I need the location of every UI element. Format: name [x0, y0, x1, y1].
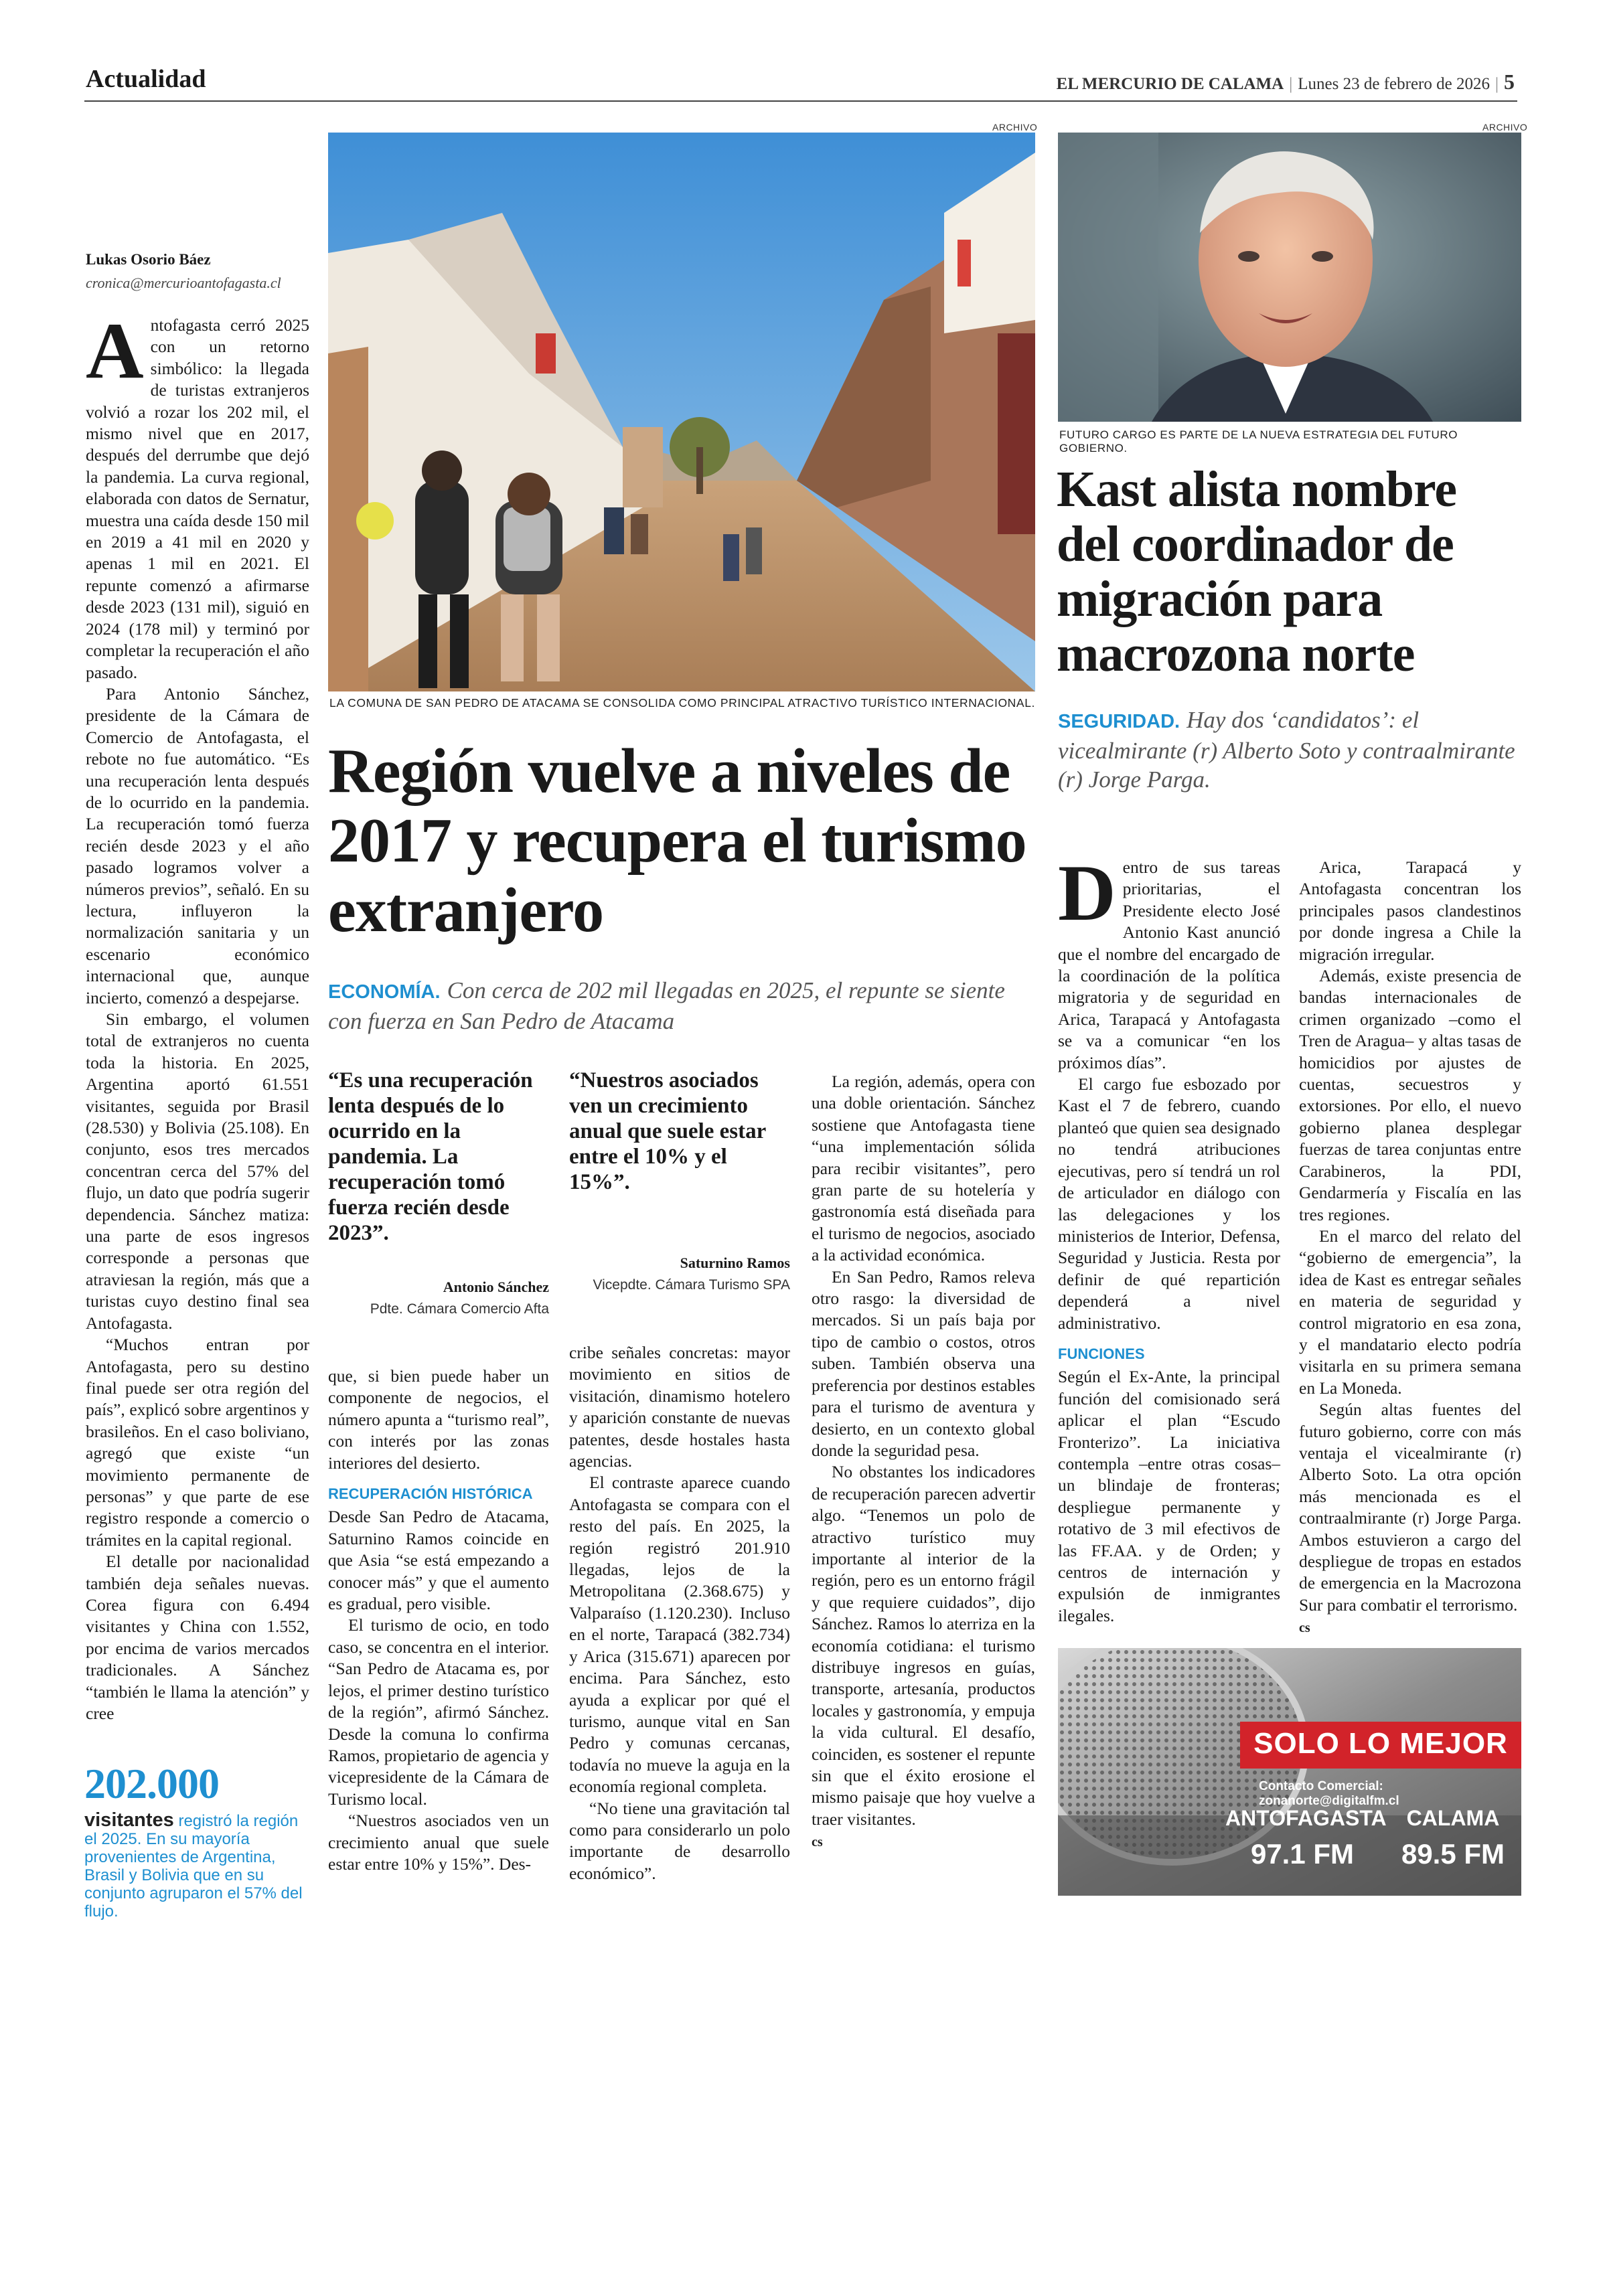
paragraph: La región, además, opera con una doble orientación. Sánchez sostiene que Antofagasta tiene “una implementación sólida para recibir visitantes”, pero gran parte de su hotelería y gastronomía está diseñada para el turismo de negocios, asociado a la actividad económica. [812, 1072, 1035, 1265]
deck-tag: SEGURIDAD. [1058, 711, 1180, 732]
subhead-recuperacion: RECUPERACIÓN HISTÓRICA [328, 1485, 533, 1503]
quote-2-name: Saturnino Ramos [680, 1254, 790, 1271]
paragraph: “Nuestros asociados ven un crecimiento anual que suele estar entre 10% y 15%”. Des- [328, 1811, 549, 1874]
paragraph: En San Pedro, Ramos releva otro rasgo: la diversidad de mercados. Si un país baja por tipo de cambio o costos, otros suben. También observa una preferencia por destinos estables para el turismo de aventura y desierto, en un contexto global donde la seguridad pesa. [812, 1266, 1035, 1460]
kast-portrait-image [1058, 133, 1521, 422]
subhead-funciones: FUNCIONES [1058, 1345, 1145, 1362]
main-headline: Región vuelve a niveles de 2017 y recupera el turismo extranjero [328, 736, 1026, 945]
san-pedro-street-image [328, 133, 1035, 691]
radio-advertisement[interactable] [1058, 1648, 1521, 1896]
header-rule [84, 100, 1517, 102]
paragraph: El turismo de ocio, en todo caso, se concentra en el interior. “San Pedro de Atacama es, por lejos, el primer destino turístico de la región”, afirmó Sánchez. Desde la comuna lo confirma Ramos, propietario de agencia y vicepresidente de la Cámara de Turismo local. [328, 1615, 549, 1809]
ad-city-calama: CALAMA [1406, 1806, 1500, 1830]
page-number: 5 [1504, 70, 1515, 94]
pull-quote-1: “Es una recuperación lenta después de lo ocurrido en la pandemia. La recuperación tomó fuerza recién desde 2023”. [328, 1068, 533, 1245]
paragraph: que, si bien puede haber un componente de negocios, el número apunta a “turismo real”, con interés por las zonas interiores del desierto. [328, 1366, 549, 1473]
pull-quote-2: “Nuestros asociados ven un crecimiento anual que suele estar entre el 10% y el 15%”. [569, 1068, 766, 1194]
paragraph: El cargo fue esbozado por Kast el 7 de febrero, cuando planteó que quien sea designado no tendrá atribuciones ejecutivas, pero sí tendrá un rol de articulador en diálogo con las delegaciones y los ministerios de Interior, Defensa, Seguridad y Justicia. Resta por definir de qué repartición dependerá a nivel administrativo. [1058, 1074, 1280, 1333]
byline-name: Lukas Osorio Báez [86, 251, 211, 268]
paragraph: Según altas fuentes del futuro gobierno, corre con más ventaja el vicealmirante (r) Alberto Soto. La otra opción más mencionada es el contraalmirante (r) Jorge Parga. Ambos estuvieron a cargo del despliegue de tropas en estados de emergencia en la Macrozona Sur para combatir el terrorismo. [1299, 1400, 1521, 1615]
byline-email[interactable]: cronica@mercurioantofagasta.cl [86, 274, 281, 291]
street-photo [328, 133, 1035, 691]
ad-frequency-antofagasta: 97.1 FM [1250, 1838, 1355, 1870]
paragraph: El detalle por nacionalidad también deja señales nuevas. Corea figura con 6.494 visitantes y China con 1.552, por encima de varios mercados tradicionales. A Sánchez “también le llama la atención” y cree [86, 1552, 309, 1723]
right-article-column-1 [1058, 848, 1280, 1627]
deck-text: Con cerca de 202 mil llegadas en 2025, el repunte se siente con fuerza en San Pedro de Atacama [328, 977, 1005, 1034]
paragraph: Según el Ex-Ante, la principal función del comisionado será aplicar el plan “Escudo Fronterizo”. La iniciativa contempla –entre otras cosas– un blindaje de fronteras; despliegue permanente y rotativo de 3 mil efectivos de las FF.AA. y de Orden; y centros de internación y expulsión de inmigrantes ilegales. [1058, 1367, 1280, 1625]
masthead: EL MERCURIO DE CALAMA | Lunes 23 de febrero de 2026 | 5 [1056, 70, 1515, 94]
paragraph: “Muchos entran por Antofagasta, pero su destino final puede ser otra región del país”, explicó sobre argentinos y brasileños. En el caso boliviano, agregó que existe “un movimiento permanente de personas” y que parte de ese registro responde a comercio o trámites en la capital regional. [86, 1335, 309, 1550]
portrait-caption: FUTURO CARGO ES PARTE DE LA NUEVA ESTRATEGIA DEL FUTURO GOBIERNO. [1059, 428, 1458, 455]
section-title: Actualidad [86, 65, 206, 93]
stat-description [84, 1811, 309, 1920]
paragraph: Arica, Tarapacá y Antofagasta concentran los principales pasos clandestinos por donde ingresa a Chile la migración irregular. [1299, 857, 1521, 964]
paragraph: Para Antonio Sánchez, presidente de la Cámara de Comercio de Antofagasta, el rebote no fue automático. “Es una recuperación lenta después de lo ocurrido en la pandemia. La recuperación tomó fuerza recién desde 2023 y el año pasado logramos volver a números previos”, señaló. En su lectura, influyeron la normalización sanitaria y un escenario económico internacional que, aunque incierto, comenzó a despejarse. [86, 683, 309, 1007]
portrait-photo [1058, 133, 1521, 422]
paragraph: entro de sus tareas prioritarias, el Presidente electo José Antonio Kast anunció que el nombre del encargado de la coordinación de la política migratoria y de seguridad en Arica, Tarapacá y Antofagasta se va a comunicar “en los próximos días”. [1058, 857, 1280, 1072]
paragraph: No obstantes los indicadores de recuperación parecen advertir algo. “Tenemos un polo de atractivo turístico muy importante al interior de la región, pero es un entorno frágil y que requiere cuidados”, dijo Sánchez. Ramos lo aterriza en la economía cotidiana: el turismo distribuye ingresos en guías, transporte, artesanía, productos locales y gastronomía, y empuja la vida cultural. El desafío, coinciden, es sostener el repunte sin que el éxito erosione el mismo paisaje que hoy vuelve a traer visitantes. [812, 1462, 1035, 1829]
left-article-column-2 [328, 1366, 549, 1875]
left-article-column-4 [812, 1071, 1035, 1854]
paragraph: ntofagasta cerró 2025 con un retorno simbólico: la llegada de turistas extranjeros volvió a rozar los 202 mil, el mismo nivel que en 2017, después del derrumbe que dejó la pandemia. La curva regional, elaborada con datos de Sernatur, muestra una caída desde 150 mil en 2019 a 41 mil en 2020 y apenas 1 mil en 2021. El repunte comenzó a afirmarse desde 2023 (131 mil), siguió en 2024 (178 mil) y terminó por completar la recuperación el año pasado. [86, 315, 309, 682]
ad-frequency-calama: 89.5 FM [1401, 1838, 1505, 1870]
deck-tag: ECONOMÍA. [328, 981, 441, 1003]
paragraph: cribe señales concretas: mayor movimiento en sitios de visitación, dinamismo hotelero y aparición constante de nuevas patentes, desde hostales hasta agencias. [569, 1343, 790, 1471]
main-deck [328, 976, 1045, 1036]
paragraph: Sin embargo, el volumen total de extranjeros no cuenta toda la historia. En 2025, Argentina aportó 61.551 visitantes, seguida por Brasil (28.530) y Bolivia (25.108). En conjunto, esos tres mercados concentran cerca del 57% del flujo, un dato que podría sugerir dependencia. Sánchez matiza: una parte de esos ingresos corresponde a personas que atraviesan la región, más que a turistas cuyo destino final sea Antofagasta. [86, 1009, 309, 1333]
quote-1-role: Pdte. Cámara Comercio Afta [370, 1301, 549, 1317]
left-article-column-3 [569, 1342, 790, 1884]
ad-city-antofagasta: ANTOFAGASTA [1225, 1806, 1387, 1830]
paragraph: En el marco del relato del “gobierno de emergencia”, la idea de Kast es entregar señales en materia de seguridad y control migratorio en esa zona, y el mandatario electo podría visitarla en su primera semana en La Moneda. [1299, 1226, 1521, 1398]
paragraph: Además, existe presencia de bandas internacionales de crimen organizado –como el Tren de Aragua– y altas tasas de homicidios por ajustes de cuentas, secuestros y extorsiones. Por ello, el nuevo gobierno planea desplegar fuerzas de tarea conjuntas entre Carabineros, la PDI, Gendarmería y Fiscalía en las tres regiones. [1299, 966, 1521, 1224]
stat-text: registró la región el 2025. En su mayoría provenientes de Argentina, Brasil y Bolivia que en su conjunto agruparon el 57% del flujo. [84, 1812, 303, 1920]
right-article-column-2 [1299, 857, 1521, 1639]
quote-1-name: Antonio Sánchez [443, 1279, 549, 1295]
photo-credit: ARCHIVO [1482, 122, 1528, 133]
paragraph: “No tiene una gravitación tal como para considerarlo un polo importante de desarrollo económico”. [569, 1798, 790, 1883]
paragraph: El contraste aparece cuando Antofagasta se compara con el resto del país. En 2025, la región registró 201.910 llegadas, lejos de la Metropolitana (2.368.675) y Valparaíso (1.120.230). Incluso en el norte, Tarapacá (382.734) y Arica (315.671) aparecen por encima. Para Sánchez, esto ayuda a explicar por qué el turismo, aunque vital en San Pedro y comunas cercanas, todavía no mueve la aguja en la economía regional completa. [569, 1473, 790, 1797]
photo-caption: LA COMUNA DE SAN PEDRO DE ATACAMA SE CONSOLIDA COMO PRINCIPAL ATRACTIVO TURÍSTICO INTERNACIONAL. [329, 696, 1035, 710]
stat-number: 202.000 [84, 1760, 219, 1807]
right-deck [1058, 706, 1520, 794]
stat-label: visitantes [84, 1809, 174, 1831]
end-mark: cs [812, 1835, 823, 1850]
deck-text: Hay dos ‘candidatos’: el vicealmirante (r) Alberto Soto y contraalmirante (r) Jorge Parga. [1058, 707, 1515, 793]
issue-date: Lunes 23 de febrero de 2026 [1298, 75, 1490, 93]
end-mark: cs [1299, 1621, 1310, 1636]
paragraph: Desde San Pedro de Atacama, Saturnino Ramos coincide en que Asia “se está empezando a conocer más” y que el aumento es gradual, pero visible. [328, 1507, 549, 1614]
left-article-column-1 [86, 306, 309, 1724]
right-headline: Kast alista nombre del coordinador de migración para macrozona norte [1057, 461, 1457, 682]
ad-title: SOLO LO MEJOR [1253, 1727, 1508, 1760]
photo-credit: ARCHIVO [992, 122, 1038, 133]
drop-cap: A [86, 306, 144, 395]
newspaper-name: EL MERCURIO DE CALAMA [1056, 75, 1284, 93]
quote-2-role: Vicepdte. Cámara Turismo SPA [593, 1277, 790, 1293]
drop-cap: D [1058, 848, 1116, 937]
ad-contact[interactable]: Contacto Comercial: zonanorte@digitalfm.cl [1259, 1779, 1399, 1808]
